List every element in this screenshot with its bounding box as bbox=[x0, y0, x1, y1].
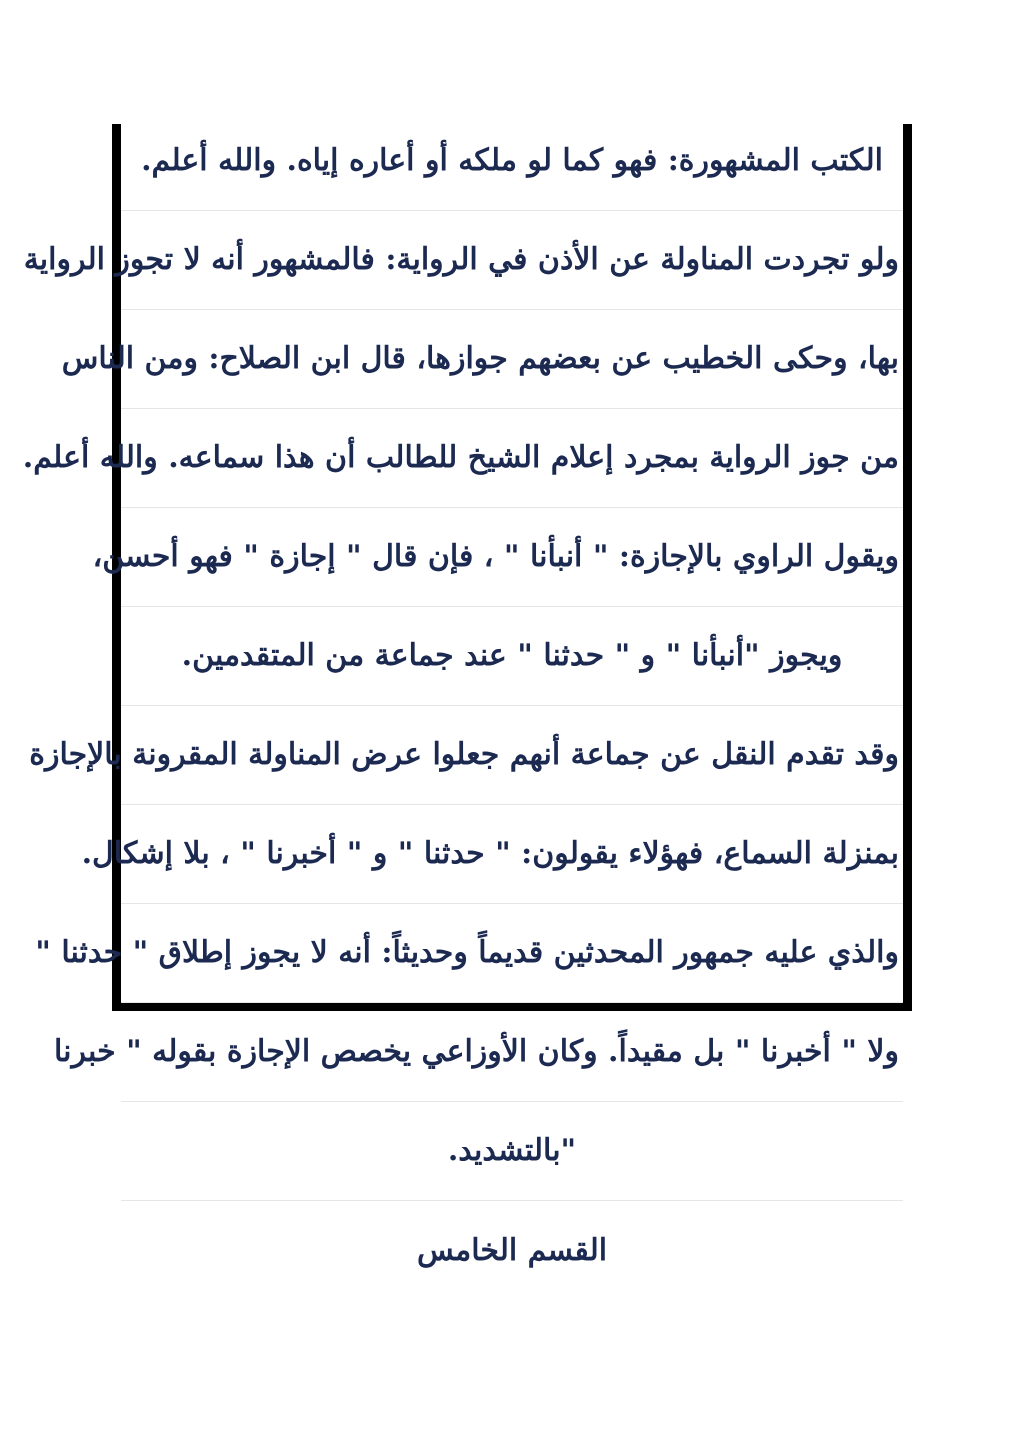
text-row-11 bbox=[121, 1102, 903, 1201]
section-heading-row bbox=[121, 1201, 903, 1300]
text-row-4 bbox=[22, 409, 903, 508]
text-line-7: وقد تقدم النقل عن جماعة أنهم جعلوا عرض المناولة المقرونة بالإجازة bbox=[29, 737, 899, 772]
text-line-9: والذي عليه جمهور المحدثين قديماً وحديثاً: أنه لا يجوز إطلاق " حدثنا " bbox=[35, 935, 899, 970]
text-row-2 bbox=[23, 211, 903, 310]
text-line-4: من جوز الرواية بمجرد إعلام الشيخ للطالب أن هذا سماعه. والله أعلم. bbox=[22, 440, 899, 475]
text-line-3: بها، وحكى الخطيب عن بعضهم جوازها، قال ابن الصلاح: ومن الناس bbox=[61, 341, 899, 376]
text-row-5 bbox=[92, 508, 903, 607]
section-heading: القسم الخامس bbox=[416, 1232, 608, 1268]
text-line-11: "بالتشديد. bbox=[447, 1133, 577, 1168]
text-line-5: ويقول الراوي بالإجازة: " أنبأنا " ، فإن قال " إجازة " فهو أحسن، bbox=[92, 539, 899, 574]
text-line-6: ويجوز "أنبأنا " و " حدثنا " عند جماعة من المتقدمين. bbox=[181, 638, 843, 673]
text-row-1 bbox=[121, 112, 903, 211]
text-line-1: الكتب المشهورة: فهو كما لو ملكه أو أعاره إياه. والله أعلم. bbox=[141, 143, 883, 178]
text-line-10: ولا " أخبرنا " بل مقيداً. وكان الأوزاعي يخصص الإجازة بقوله " خبرنا bbox=[54, 1034, 899, 1069]
text-row-10 bbox=[54, 1003, 903, 1102]
text-row-8 bbox=[81, 805, 903, 904]
page-number: ١٥/١٤٦ bbox=[490, 1004, 534, 1020]
text-line-8: بمنزلة السماع، فهؤلاء يقولون: " حدثنا " و " أخبرنا " ، بلا إشكال. bbox=[81, 836, 899, 871]
text-row-6 bbox=[121, 607, 903, 706]
text-row-7 bbox=[29, 706, 903, 805]
text-row-9 bbox=[35, 904, 903, 1003]
text-row-3 bbox=[61, 310, 903, 409]
text-line-2: ولو تجردت المناولة عن الأذن في الرواية: فالمشهور أنه لا تجوز الرواية bbox=[23, 242, 899, 277]
